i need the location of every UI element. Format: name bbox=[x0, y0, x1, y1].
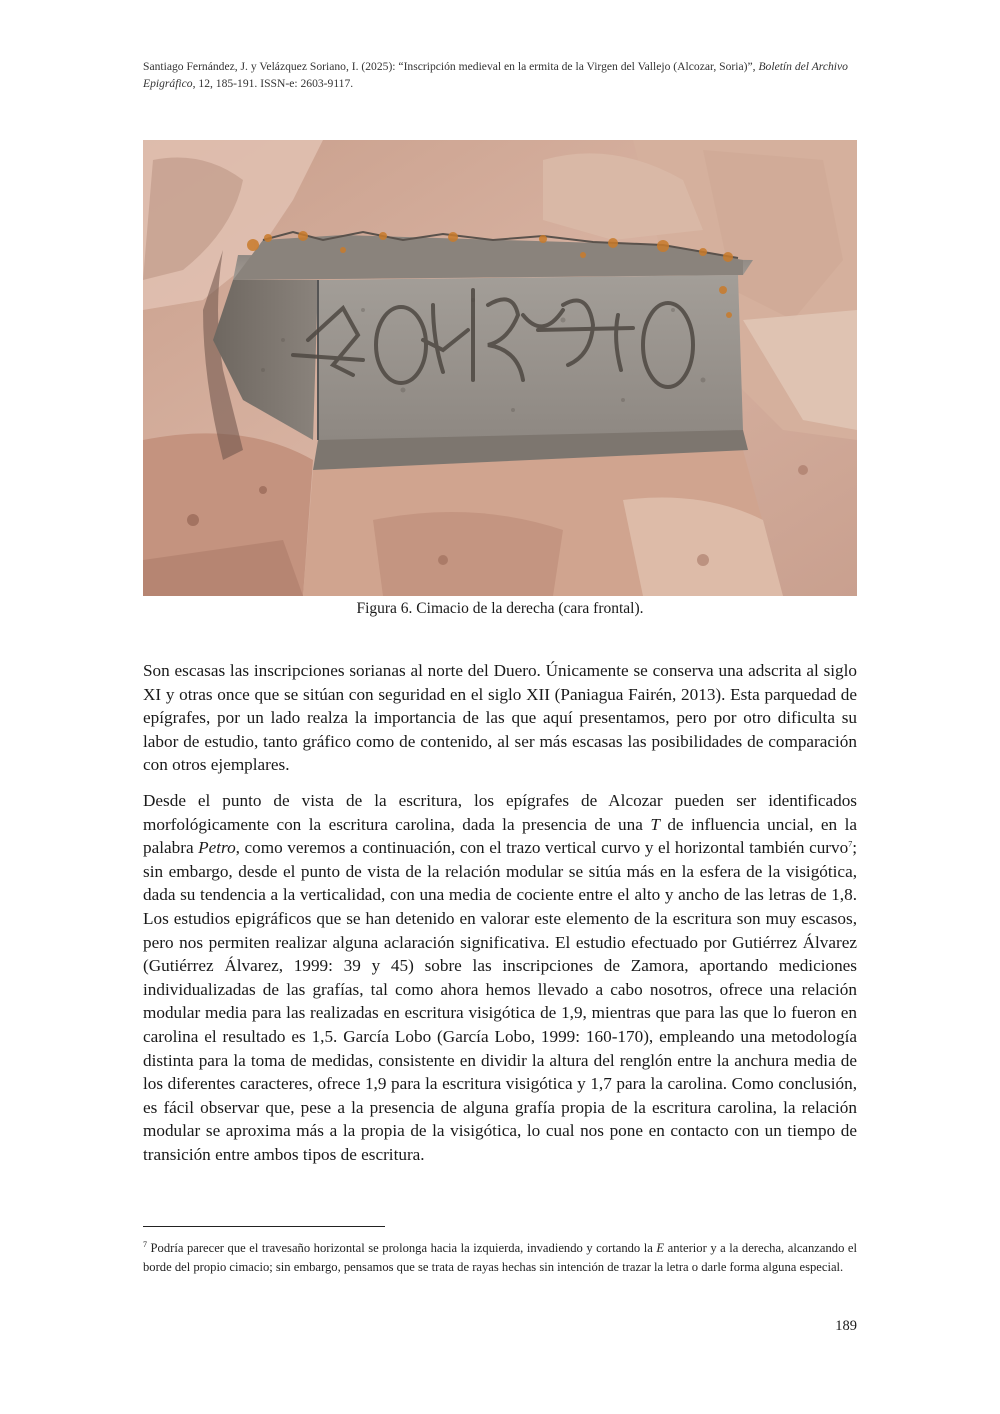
paragraph-2-text: , como veremos a continuación, con el trazo vertical curvo y el horizontal también curvo bbox=[235, 838, 849, 858]
footnote-text: Podría parecer que el travesaño horizontal se prolonga hacia la izquierda, invadiendo y cortando la bbox=[147, 1241, 657, 1255]
footnote-number: 7 bbox=[143, 1239, 147, 1249]
footnote-divider bbox=[143, 1226, 385, 1227]
running-header bbox=[143, 58, 858, 92]
header-citation-start: Santiago Fernández, J. y Velázquez Soriano, I. (2025): “Inscripción medieval en la ermita de la Virgen del Vallejo (Alcozar, Soria)”, bbox=[143, 60, 759, 73]
italic-letter-t: T bbox=[650, 814, 660, 834]
header-citation-end: , 12, 185-191. ISSN-e: 2603-9117. bbox=[192, 77, 354, 90]
footnote-text: anterior y a la derecha, alcanzando el borde del propio cimacio; sin embargo, pensamos que se trata de rayas hechas sin intención de trazar la letra o darle forma alguna especial. bbox=[143, 1241, 857, 1274]
footnote-reference[interactable]: 7 bbox=[848, 839, 853, 849]
paragraph-1: Son escasas las inscripciones sorianas al norte del Duero. Únicamente se conserva una adscrita al siglo XI y otras once que se sitúan con seguridad en el siglo XII (Paniagua Fairén, 2013). Esta parquedad de epígrafes, por un lado realza la importancia de las que aquí presentamos, pero por otro dificulta su labor de estudio, tanto gráfico como de contenido, al ser más escasas las posibilidades de comparación con otros ejemplares. bbox=[143, 661, 857, 775]
figure-photo bbox=[143, 140, 857, 596]
italic-word-petro: Petro bbox=[198, 838, 236, 858]
figure-caption: Figura 6. Cimacio de la derecha (cara frontal). bbox=[356, 600, 644, 617]
body-text bbox=[143, 659, 857, 1178]
cimacio-photo-illustration bbox=[143, 140, 857, 596]
paragraph-2-text: ; sin embargo, desde el punto de vista de la relación modular se sitúa más en la esfera de la visigótica, dada su tendencia a la verticalidad, con una media de cociente entre el alto y ancho de las letras de 1,8. Los estudios epigráficos que se han detenido en valorar este elemento de la escritura son muy escasos, pero nos permiten realizar alguna aclaración significativa. El estudio efectuado por Gutiérrez Álvarez (Gutiérrez Álvarez, 1999: 39 y 45) sobre las inscripciones de Zamora, aportando mediciones individualizadas de las grafías, tal como ahora hemos llevado a cabo nosotros, ofrece una relación modular media para las realizadas en escritura visigótica de 1,9, mientras que para las que lo fueron en carolina el resultado es 1,5. García Lobo (García Lobo, 1999: 160-170), empleando una metodología distinta para la toma de medidas, consistente en dividir la altura del renglón entre la anchura media de los diferentes caracteres, ofrece 1,9 para la escritura visigótica y 1,7 para la carolina. Como conclusión, es fácil observar que, pese a la presencia de alguna grafía propia de la escritura carolina, la relación modular se aproxima más a la propia de la visigótica, lo cual nos pone en contacto con un tiempo de transición entre ambos tipos de escritura. bbox=[143, 838, 857, 1164]
paragraph-2 bbox=[143, 789, 857, 1167]
paragraph-2-text: Desde el punto de vista de la escritura, los epígrafes de Alcozar pueden ser identificados morfológicamente con la escritura carolina, dada la presencia de una bbox=[143, 790, 857, 834]
footnote-7 bbox=[143, 1239, 857, 1277]
header-journal-title: Boletín del Archivo Epigráfico bbox=[143, 60, 848, 90]
page-number: 189 bbox=[835, 1318, 857, 1334]
paragraph-2-text: de influencia uncial, en la palabra bbox=[143, 814, 857, 858]
italic-letter-e: E bbox=[656, 1241, 665, 1255]
